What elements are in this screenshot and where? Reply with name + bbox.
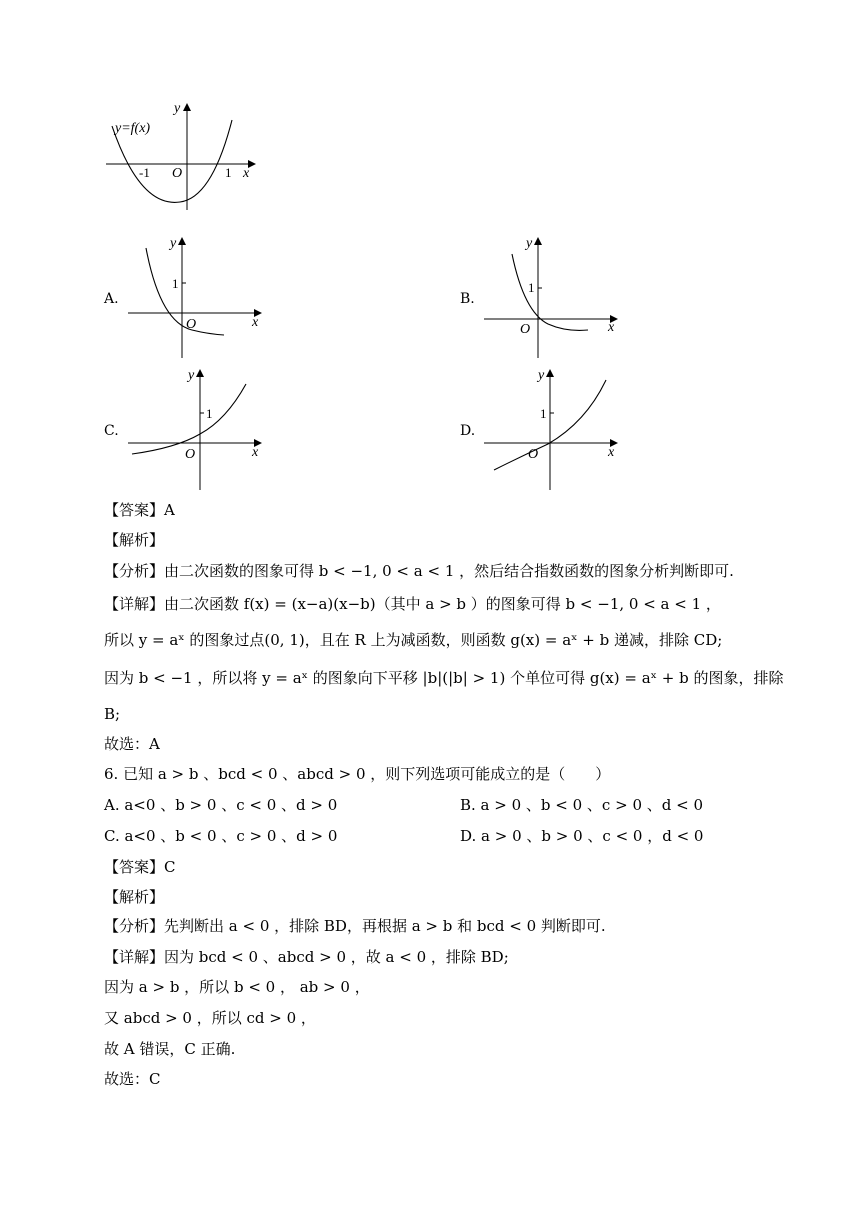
q6-choice: 故选：C bbox=[104, 1070, 161, 1088]
q6-option-b: B. a > 0 、b < 0 、c > 0 、d < 0 bbox=[460, 796, 704, 814]
one-label: 1 bbox=[206, 406, 213, 421]
origin-label: O bbox=[172, 166, 183, 181]
origin-label: O bbox=[186, 317, 197, 332]
tick-one: 1 bbox=[225, 165, 232, 180]
y-label: y bbox=[170, 236, 177, 251]
q5-choice: 故选：A bbox=[104, 735, 160, 753]
y-label: y bbox=[538, 368, 545, 383]
y-label: y bbox=[526, 236, 533, 251]
y-label: y bbox=[188, 368, 195, 383]
tick-neg-one: -1 bbox=[139, 165, 150, 180]
q6-answer: 【答案】C bbox=[104, 858, 176, 876]
x-label: x bbox=[608, 445, 615, 460]
q5-xiangjie: 【详解】由二次函数 f(x) = (x−a)(x−b)（其中 a > b ）的图象可得 b < −1, 0 < a < 1 ， bbox=[104, 595, 721, 613]
x-label: x bbox=[252, 445, 259, 460]
option-b-label: B. bbox=[460, 291, 475, 307]
option-a-graph bbox=[126, 232, 266, 360]
q6-option-c: C. a<0 、b < 0 、c > 0 、d > 0 bbox=[104, 827, 338, 845]
option-a-curve bbox=[146, 248, 224, 335]
x-axis-label: x bbox=[243, 166, 250, 181]
main-parabola-figure bbox=[100, 98, 260, 213]
option-d-label: D. bbox=[460, 423, 476, 439]
x-label: x bbox=[608, 320, 615, 335]
x-label: x bbox=[252, 315, 259, 330]
q5-fenxi: 【分析】由二次函数的图象可得 b < −1, 0 < a < 1 ，然后结合指数函数的图象分析判断即可. bbox=[104, 562, 734, 580]
q6-fenxi: 【分析】先判断出 a < 0 ，排除 BD，再根据 a > b 和 bcd < 0 判断即可. bbox=[104, 917, 606, 935]
option-c-label: C. bbox=[104, 423, 119, 439]
option-d-graph bbox=[482, 364, 622, 492]
q5-answer: 【答案】A bbox=[104, 501, 175, 519]
q6-analysis-title: 【解析】 bbox=[104, 888, 165, 906]
origin-label: O bbox=[520, 322, 531, 337]
q5-line3: 因为 b < −1 ，所以将 y = aˣ 的图象向下平移 |b|(|b| > 1) 个单位可得 g(x) = aˣ + b 的图象，排除 bbox=[104, 669, 784, 687]
q5-line2: 所以 y = aˣ 的图象过点(0, 1)，且在 R 上为减函数，则函数 g(x) = aˣ + b 递减，排除 CD; bbox=[104, 631, 723, 649]
q5-line4: B; bbox=[104, 705, 121, 723]
origin-label: O bbox=[528, 447, 539, 462]
q6-line4: 故 A 错误，C 正确. bbox=[104, 1040, 236, 1058]
one-label: 1 bbox=[528, 280, 535, 295]
q5-analysis-title: 【解析】 bbox=[104, 531, 165, 549]
q6-xiangjie: 【详解】因为 bcd < 0 、abcd > 0 ，故 a < 0 ，排除 BD; bbox=[104, 948, 509, 966]
curve-label: y=f(x) bbox=[115, 121, 151, 136]
q6-line2: 因为 a > b ，所以 b < 0 ， ab > 0 ， bbox=[104, 978, 370, 996]
q6-line3: 又 abcd > 0 ，所以 cd > 0 ， bbox=[104, 1009, 316, 1027]
y-axis-label: y bbox=[174, 101, 181, 116]
q6-option-d: D. a > 0 、b > 0 、c < 0 ，d < 0 bbox=[460, 827, 704, 845]
q6-option-a: A. a<0 、b > 0 、c < 0 、d > 0 bbox=[104, 796, 338, 814]
option-a-label: A. bbox=[104, 291, 119, 307]
option-b-graph bbox=[482, 232, 622, 360]
q6-stem: 6. 已知 a > b 、bcd < 0 、abcd > 0 ，则下列选项可能成立的是（ ） bbox=[104, 765, 611, 783]
one-label: 1 bbox=[540, 406, 547, 421]
origin-label: O bbox=[185, 447, 196, 462]
one-label: 1 bbox=[172, 276, 179, 291]
option-c-graph bbox=[126, 364, 266, 492]
